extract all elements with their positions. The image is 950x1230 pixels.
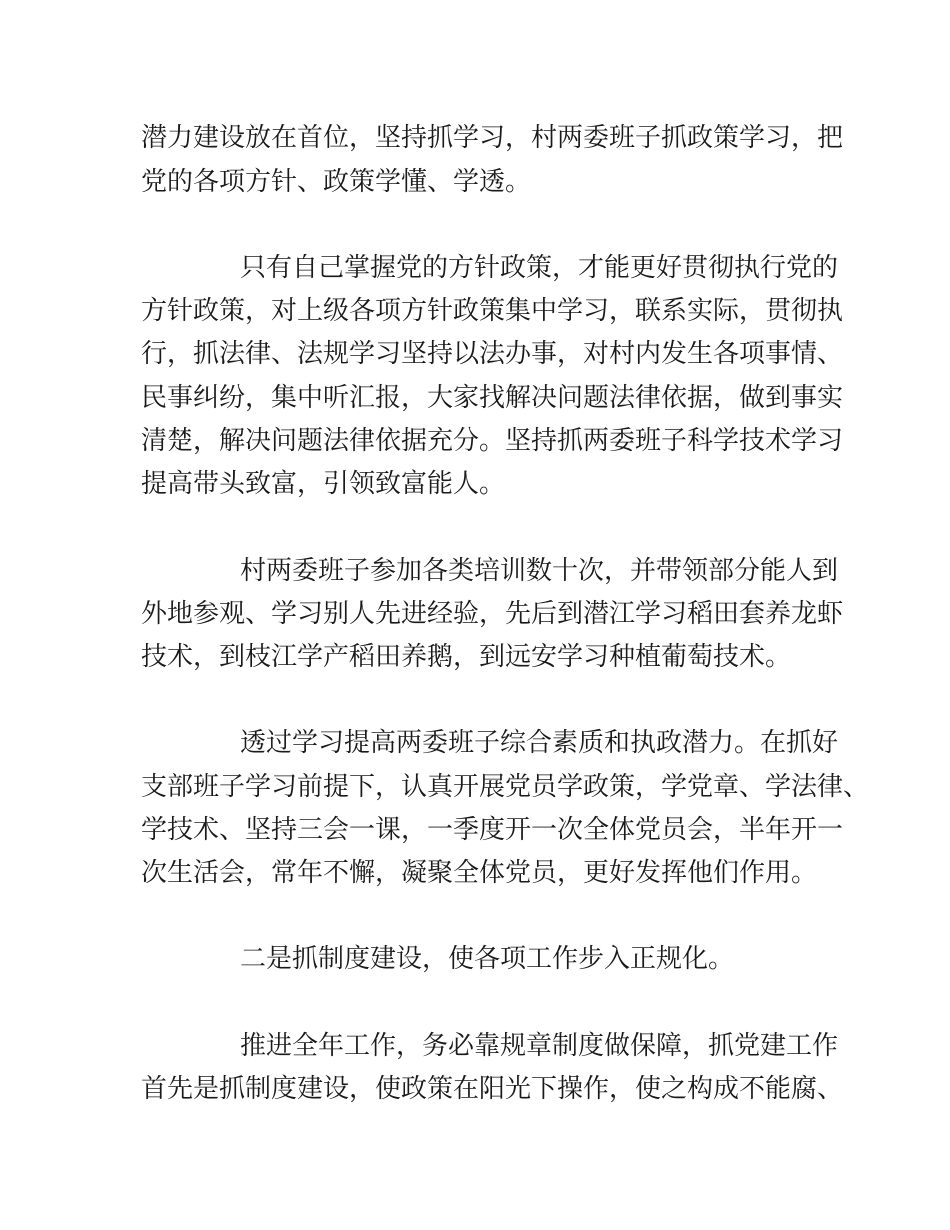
paragraph-2-line-2: 方针政策，对上级各项方针政策集中学习，联系实际，贯彻执 bbox=[141, 296, 844, 326]
paragraph-2-line-4: 民事纠纷，集中听汇报，大家找解决问题法律依据，做到事实 bbox=[141, 383, 844, 413]
paragraph-4-line-4: 次生活会，常年不懈，凝聚全体党员，更好发挥他们作用。 bbox=[141, 858, 818, 888]
paragraph-4-line-3: 学技术、坚持三会一课，一季度开一次全体党员会，半年开一 bbox=[141, 815, 844, 845]
paragraph-1-line-1: 潜力建设放在首位，坚持抓学习，村两委班子抓政策学习，把 bbox=[141, 123, 844, 153]
paragraph-3-line-2: 外地参观、学习别人先进经验，先后到潜江学习稻田套养龙虾 bbox=[141, 599, 844, 629]
paragraph-6-line-2: 首先是抓制度建设，使政策在阳光下操作，使之构成不能腐、 bbox=[141, 1074, 844, 1104]
paragraph-4-line-1: 透过学习提高两委班子综合素质和执政潜力。在抓好 bbox=[240, 728, 839, 758]
paragraph-1-line-2: 党的各项方针、政策学懂、学透。 bbox=[141, 167, 532, 197]
paragraph-6-line-1: 推进全年工作，务必靠规章制度做保障，抓党建工作 bbox=[240, 1031, 839, 1061]
paragraph-2-line-6: 提高带头致富，引领致富能人。 bbox=[141, 469, 506, 499]
paragraph-5-line-1: 二是抓制度建设，使各项工作步入正规化。 bbox=[240, 944, 735, 974]
paragraph-4-line-2: 支部班子学习前提下，认真开展党员学政策，学党章、学法律、 bbox=[141, 772, 870, 802]
paragraph-3-line-3: 技术，到枝江学产稻田养鹅，到远安学习种植葡萄技术。 bbox=[141, 642, 792, 672]
paragraph-2-line-1: 只有自己掌握党的方针政策，才能更好贯彻执行党的 bbox=[240, 253, 839, 283]
paragraph-3-line-1: 村两委班子参加各类培训数十次，并带领部分能人到 bbox=[240, 556, 839, 586]
paragraph-2-line-3: 行，抓法律、法规学习坚持以法办事，对村内发生各项事情、 bbox=[141, 339, 844, 369]
paragraph-2-line-5: 清楚，解决问题法律依据充分。坚持抓两委班子科学技术学习 bbox=[141, 426, 844, 456]
